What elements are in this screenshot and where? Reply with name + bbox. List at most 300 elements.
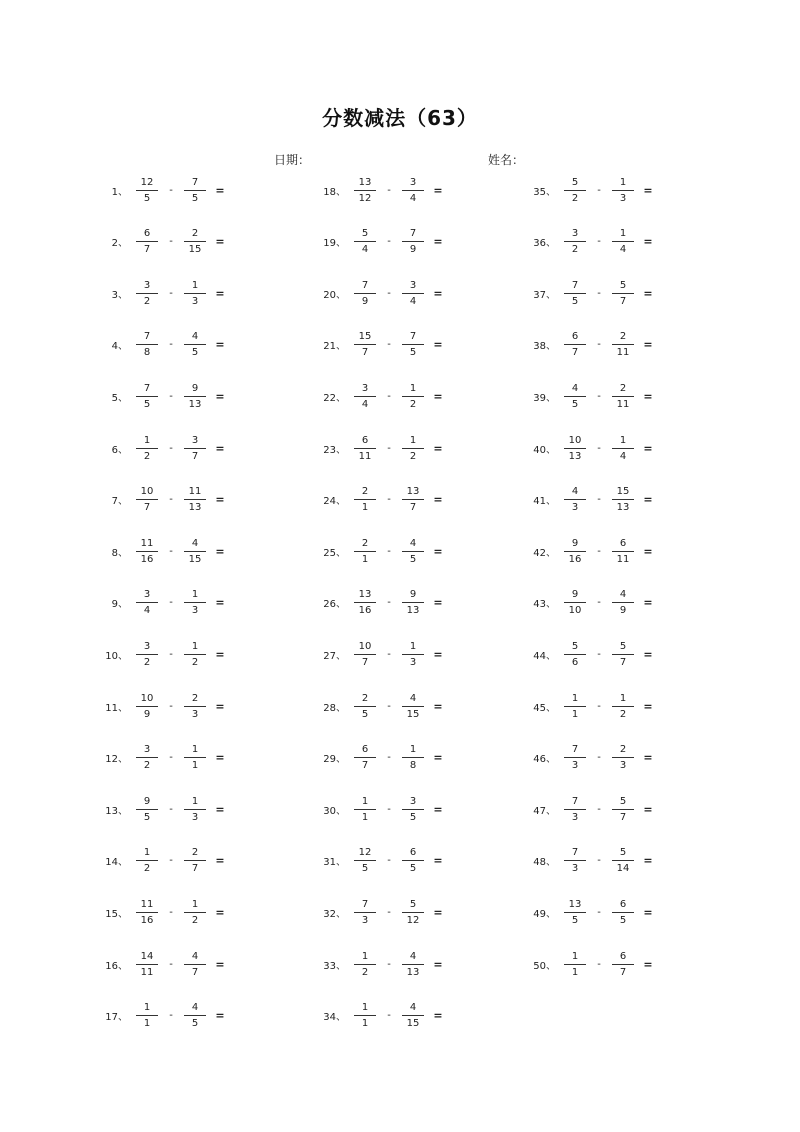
equals-sign: = [433,441,443,455]
denominator: 7 [619,966,627,978]
minus-sign: - [387,597,391,609]
fraction-bar [354,809,376,810]
numerator: 3 [191,434,199,446]
minus-sign: - [169,752,173,764]
denominator: 4 [619,244,627,256]
fraction-a [134,434,160,463]
fraction-b [182,434,208,463]
equals-sign: = [215,957,225,971]
equals-sign: = [433,647,443,661]
denominator: 1 [361,553,369,565]
fraction-a [562,640,588,669]
fraction-a [134,279,160,308]
problem-item [318,430,446,466]
fraction-bar [184,964,206,965]
minus-sign: - [597,906,601,918]
numerator: 1 [361,1002,369,1014]
numerator: 7 [571,279,579,291]
fraction-bar [184,654,206,655]
fraction-bar [354,912,376,913]
problem-number: 50、 [533,960,556,972]
problem-item [528,430,656,466]
equals-sign: = [643,544,653,558]
numerator: 7 [361,898,369,910]
minus-sign: - [597,752,601,764]
denominator: 1 [571,966,579,978]
fraction-bar [612,602,634,603]
denominator: 1 [571,708,579,720]
denominator: 12 [358,192,372,204]
numerator: 1 [619,692,627,704]
problem-item [528,585,656,621]
numerator: 9 [143,795,151,807]
fraction-a [562,795,588,824]
fraction-bar [136,706,158,707]
denominator: 8 [143,347,151,359]
denominator: 2 [409,398,417,410]
denominator: 3 [191,811,199,823]
problem-item [318,843,446,879]
problem-item [318,791,446,827]
equals-sign: = [215,905,225,919]
fraction-b [182,176,208,205]
fraction-bar [136,448,158,449]
problem-number: 27、 [323,650,346,662]
fraction-b [610,176,636,205]
fraction-bar [184,448,206,449]
fraction-bar [612,344,634,345]
problem-item [100,224,228,260]
minus-sign: - [387,648,391,660]
fraction-bar [354,448,376,449]
numerator: 12 [358,847,372,859]
numerator: 5 [409,898,417,910]
fraction-a [352,485,378,514]
equals-sign: = [433,802,443,816]
equals-sign: = [215,647,225,661]
fraction-a [134,382,160,411]
problem-item [318,327,446,363]
problem-number: 40、 [533,444,556,456]
problem-number: 21、 [323,341,346,353]
fraction-b [400,485,426,514]
numerator: 9 [571,537,579,549]
problem-item [100,843,228,879]
minus-sign: - [169,184,173,196]
numerator: 5 [571,176,579,188]
minus-sign: - [169,494,173,506]
minus-sign: - [387,855,391,867]
fraction-b [610,227,636,256]
fraction-b [610,537,636,566]
equals-sign: = [643,699,653,713]
denominator: 3 [571,811,579,823]
fraction-bar [612,551,634,552]
problem-item [100,378,228,414]
problem-number: 36、 [533,238,556,250]
equals-sign: = [643,596,653,610]
numerator: 2 [361,537,369,549]
fraction-bar [136,1015,158,1016]
fraction-a [562,588,588,617]
fraction-bar [402,860,424,861]
fraction-bar [564,757,586,758]
numerator: 7 [409,331,417,343]
fraction-a [562,330,588,359]
problem-item [100,636,228,672]
problem-item [100,740,228,776]
numerator: 4 [409,950,417,962]
fraction-b [610,330,636,359]
fraction-bar [184,551,206,552]
fraction-bar [184,499,206,500]
equals-sign: = [643,441,653,455]
fraction-bar [354,1015,376,1016]
numerator: 7 [143,382,151,394]
denominator: 9 [409,244,417,256]
fraction-b [400,330,426,359]
denominator: 1 [361,502,369,514]
denominator: 4 [619,450,627,462]
problem-item [528,894,656,930]
denominator: 7 [619,656,627,668]
numerator: 7 [571,744,579,756]
fraction-bar [402,396,424,397]
problem-number: 2、 [111,238,128,250]
denominator: 1 [143,1018,151,1030]
fraction-b [182,846,208,875]
problem-number: 31、 [323,857,346,869]
minus-sign: - [597,339,601,351]
fraction-bar [136,396,158,397]
equals-sign: = [643,802,653,816]
problem-number: 18、 [323,186,346,198]
denominator: 15 [188,244,202,256]
numerator: 2 [191,847,199,859]
numerator: 5 [619,279,627,291]
fraction-b [610,795,636,824]
numerator: 5 [361,228,369,240]
fraction-b [182,1001,208,1030]
fraction-bar [184,241,206,242]
fraction-bar [612,757,634,758]
problem-item [318,740,446,776]
problem-number: 19、 [323,238,346,250]
denominator: 3 [361,914,369,926]
denominator: 3 [191,605,199,617]
numerator: 15 [358,331,372,343]
fraction-bar [402,344,424,345]
problem-item [100,998,228,1034]
problem-number: 20、 [323,289,346,301]
problem-item [318,946,446,982]
minus-sign: - [597,855,601,867]
fraction-b [400,743,426,772]
problem-number: 17、 [105,1012,128,1024]
denominator: 4 [143,605,151,617]
fraction-bar [564,499,586,500]
denominator: 2 [361,966,369,978]
equals-sign: = [215,802,225,816]
denominator: 2 [143,863,151,875]
problem-item [528,843,656,879]
fraction-b [400,227,426,256]
fraction-b [610,588,636,617]
fraction-b [182,692,208,721]
fraction-bar [136,499,158,500]
denominator: 5 [191,192,199,204]
problem-item [528,688,656,724]
denominator: 5 [191,1018,199,1030]
numerator: 15 [616,486,630,498]
problem-item [100,946,228,982]
fraction-bar [354,757,376,758]
problem-item [100,791,228,827]
fraction-a [134,1001,160,1030]
fraction-bar [564,293,586,294]
equals-sign: = [643,286,653,300]
problem-number: 32、 [323,908,346,920]
denominator: 7 [361,656,369,668]
fraction-bar [136,241,158,242]
denominator: 5 [571,295,579,307]
fraction-a [352,898,378,927]
fraction-bar [184,396,206,397]
worksheet-title: 分数减法（63） [322,106,478,130]
fraction-b [182,743,208,772]
equals-sign: = [215,286,225,300]
numerator: 10 [358,640,372,652]
numerator: 14 [140,950,154,962]
equals-sign: = [215,338,225,352]
numerator: 3 [409,795,417,807]
fraction-bar [612,654,634,655]
equals-sign: = [215,596,225,610]
minus-sign: - [387,958,391,970]
problem-number: 13、 [105,805,128,817]
numerator: 7 [361,279,369,291]
denominator: 8 [409,760,417,772]
denominator: 11 [616,553,630,565]
fraction-bar [564,809,586,810]
minus-sign: - [387,494,391,506]
fraction-b [610,279,636,308]
numerator: 1 [191,589,199,601]
fraction-bar [136,964,158,965]
fraction-a [562,692,588,721]
denominator: 2 [409,450,417,462]
numerator: 12 [140,176,154,188]
problem-number: 16、 [105,960,128,972]
fraction-b [400,382,426,411]
denominator: 4 [361,398,369,410]
numerator: 1 [571,950,579,962]
fraction-bar [184,757,206,758]
problem-item [318,894,446,930]
problem-number: 29、 [323,754,346,766]
fraction-bar [354,602,376,603]
fraction-b [400,640,426,669]
problem-item [528,740,656,776]
fraction-bar [136,602,158,603]
fraction-bar [612,964,634,965]
fraction-bar [136,860,158,861]
problem-number: 48、 [533,857,556,869]
fraction-a [352,382,378,411]
fraction-a [134,176,160,205]
fraction-b [610,382,636,411]
numerator: 2 [361,692,369,704]
denominator: 7 [191,863,199,875]
fraction-bar [612,396,634,397]
fraction-b [182,588,208,617]
problem-item [100,482,228,518]
fraction-b [400,898,426,927]
fraction-b [400,588,426,617]
equals-sign: = [433,389,443,403]
fraction-a [562,537,588,566]
fraction-a [562,227,588,256]
fraction-a [134,640,160,669]
problem-item [528,946,656,982]
fraction-bar [402,912,424,913]
fraction-bar [184,293,206,294]
denominator: 15 [406,1018,420,1030]
fraction-bar [354,860,376,861]
equals-sign: = [643,493,653,507]
fraction-bar [184,706,206,707]
fraction-bar [402,499,424,500]
fraction-bar [354,499,376,500]
numerator: 6 [619,950,627,962]
numerator: 3 [571,228,579,240]
fraction-bar [184,344,206,345]
numerator: 1 [143,1002,151,1014]
minus-sign: - [387,236,391,248]
equals-sign: = [433,699,443,713]
fraction-bar [354,293,376,294]
numerator: 6 [361,434,369,446]
numerator: 9 [191,382,199,394]
fraction-bar [564,964,586,965]
fraction-b [182,485,208,514]
fraction-a [562,846,588,875]
fraction-bar [184,860,206,861]
numerator: 1 [619,434,627,446]
denominator: 7 [619,295,627,307]
problem-item [528,533,656,569]
fraction-b [182,537,208,566]
minus-sign: - [597,494,601,506]
equals-sign: = [215,699,225,713]
fraction-bar [402,809,424,810]
denominator: 9 [619,605,627,617]
denominator: 5 [361,863,369,875]
fraction-b [182,950,208,979]
numerator: 11 [140,898,154,910]
equals-sign: = [215,235,225,249]
problem-number: 28、 [323,702,346,714]
fraction-bar [402,757,424,758]
problem-item [528,482,656,518]
minus-sign: - [387,184,391,196]
denominator: 2 [571,192,579,204]
fraction-bar [354,396,376,397]
numerator: 13 [406,486,420,498]
fraction-b [182,227,208,256]
minus-sign: - [597,648,601,660]
denominator: 7 [191,450,199,462]
problem-number: 1、 [111,186,128,198]
fraction-bar [564,654,586,655]
name-label: 姓名： [488,153,525,167]
problem-number: 45、 [533,702,556,714]
fraction-a [352,846,378,875]
minus-sign: - [597,184,601,196]
numerator: 1 [191,744,199,756]
denominator: 5 [571,914,579,926]
fraction-b [182,382,208,411]
numerator: 1 [619,228,627,240]
denominator: 16 [140,914,154,926]
denominator: 16 [568,553,582,565]
problem-item [318,998,446,1034]
fraction-bar [612,448,634,449]
equals-sign: = [433,338,443,352]
numerator: 4 [191,537,199,549]
problem-item [528,327,656,363]
equals-sign: = [643,647,653,661]
numerator: 6 [361,744,369,756]
fraction-a [352,640,378,669]
fraction-bar [402,706,424,707]
denominator: 5 [143,398,151,410]
denominator: 3 [619,760,627,772]
minus-sign: - [387,287,391,299]
fraction-b [610,846,636,875]
numerator: 1 [191,640,199,652]
numerator: 4 [409,692,417,704]
problem-number: 3、 [111,289,128,301]
denominator: 13 [568,450,582,462]
fraction-bar [564,448,586,449]
problem-item [318,378,446,414]
denominator: 13 [188,502,202,514]
problem-item [528,275,656,311]
fraction-bar [136,190,158,191]
problem-number: 44、 [533,650,556,662]
fraction-bar [354,241,376,242]
numerator: 4 [191,1002,199,1014]
denominator: 13 [406,966,420,978]
numerator: 13 [568,898,582,910]
fraction-a [352,279,378,308]
fraction-a [352,537,378,566]
denominator: 11 [616,398,630,410]
problem-number: 22、 [323,392,346,404]
numerator: 3 [143,640,151,652]
equals-sign: = [643,235,653,249]
numerator: 4 [191,331,199,343]
denominator: 4 [409,192,417,204]
numerator: 4 [571,486,579,498]
fraction-bar [136,654,158,655]
fraction-bar [564,860,586,861]
numerator: 1 [361,795,369,807]
problem-number: 42、 [533,547,556,559]
fraction-bar [612,190,634,191]
equals-sign: = [433,957,443,971]
